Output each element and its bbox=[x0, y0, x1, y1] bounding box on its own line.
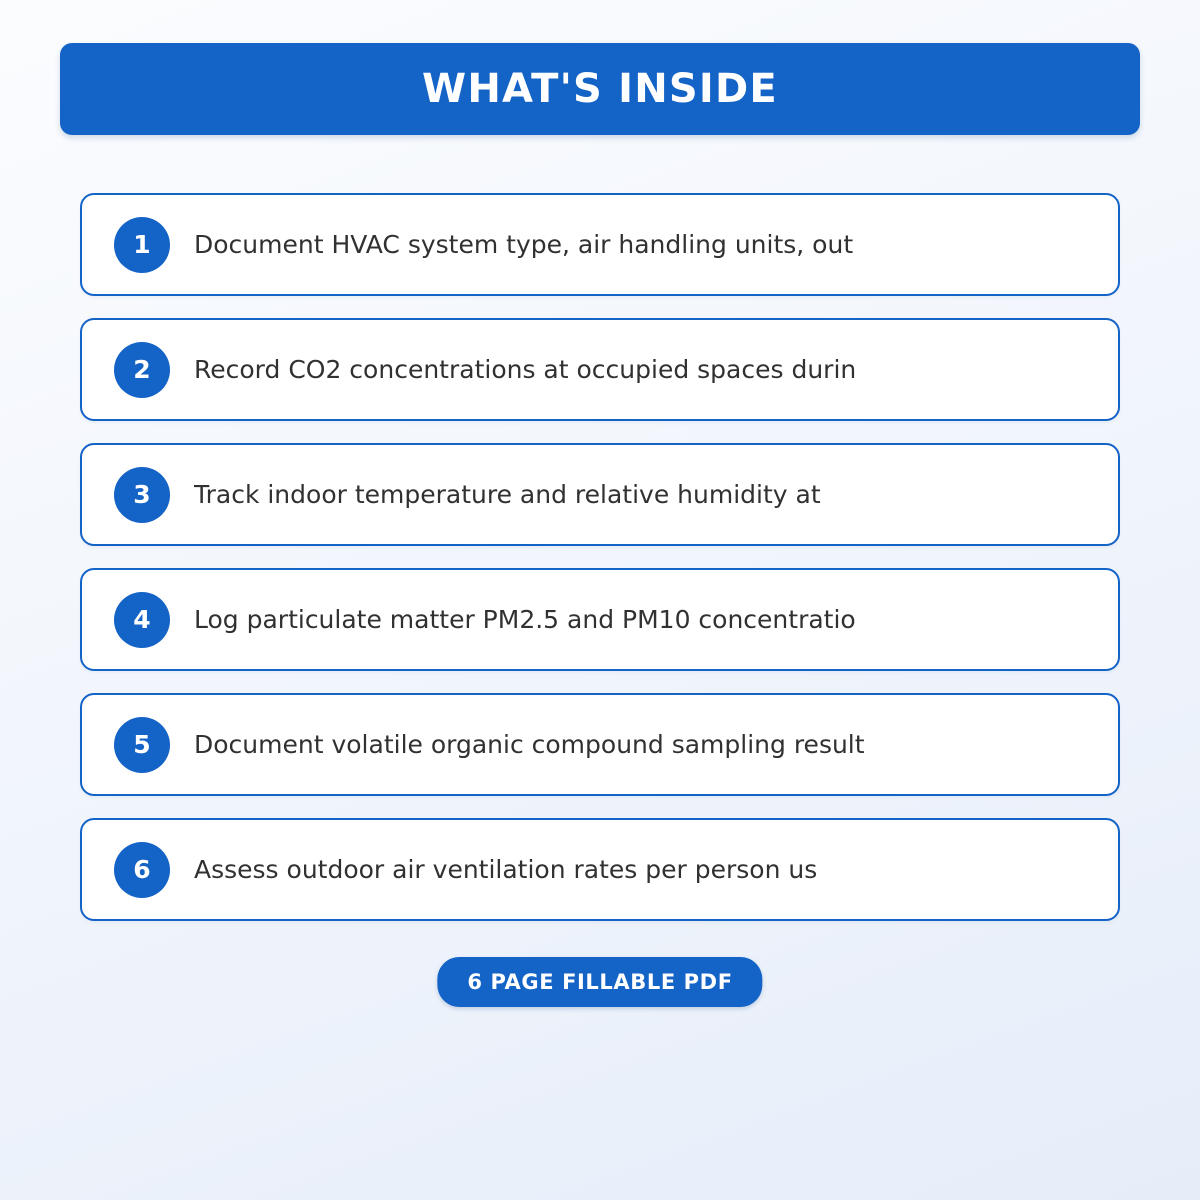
checklist-items bbox=[80, 193, 1120, 943]
list-item bbox=[80, 693, 1120, 796]
item-text: Record CO2 concentrations at occupied spaces durin bbox=[194, 354, 857, 384]
item-number-badge: 4 bbox=[114, 592, 170, 648]
item-number-badge: 1 bbox=[114, 217, 170, 273]
page-title: WHAT'S INSIDE bbox=[422, 66, 778, 112]
item-text: Document volatile organic compound sampling result bbox=[194, 729, 865, 759]
item-number-badge: 3 bbox=[114, 467, 170, 523]
list-item bbox=[80, 818, 1120, 921]
list-item bbox=[80, 568, 1120, 671]
list-item bbox=[80, 193, 1120, 296]
item-text: Track indoor temperature and relative humidity at bbox=[194, 479, 821, 509]
item-number-badge: 5 bbox=[114, 717, 170, 773]
list-item bbox=[80, 443, 1120, 546]
list-item bbox=[80, 318, 1120, 421]
item-text: Log particulate matter PM2.5 and PM10 concentratio bbox=[194, 604, 856, 634]
item-number-badge: 2 bbox=[114, 342, 170, 398]
item-text: Document HVAC system type, air handling units, out bbox=[194, 229, 854, 259]
page-count-badge: 6 PAGE FILLABLE PDF bbox=[437, 957, 762, 1007]
item-number-badge: 6 bbox=[114, 842, 170, 898]
header-banner bbox=[60, 43, 1140, 135]
item-text: Assess outdoor air ventilation rates per person us bbox=[194, 854, 818, 884]
